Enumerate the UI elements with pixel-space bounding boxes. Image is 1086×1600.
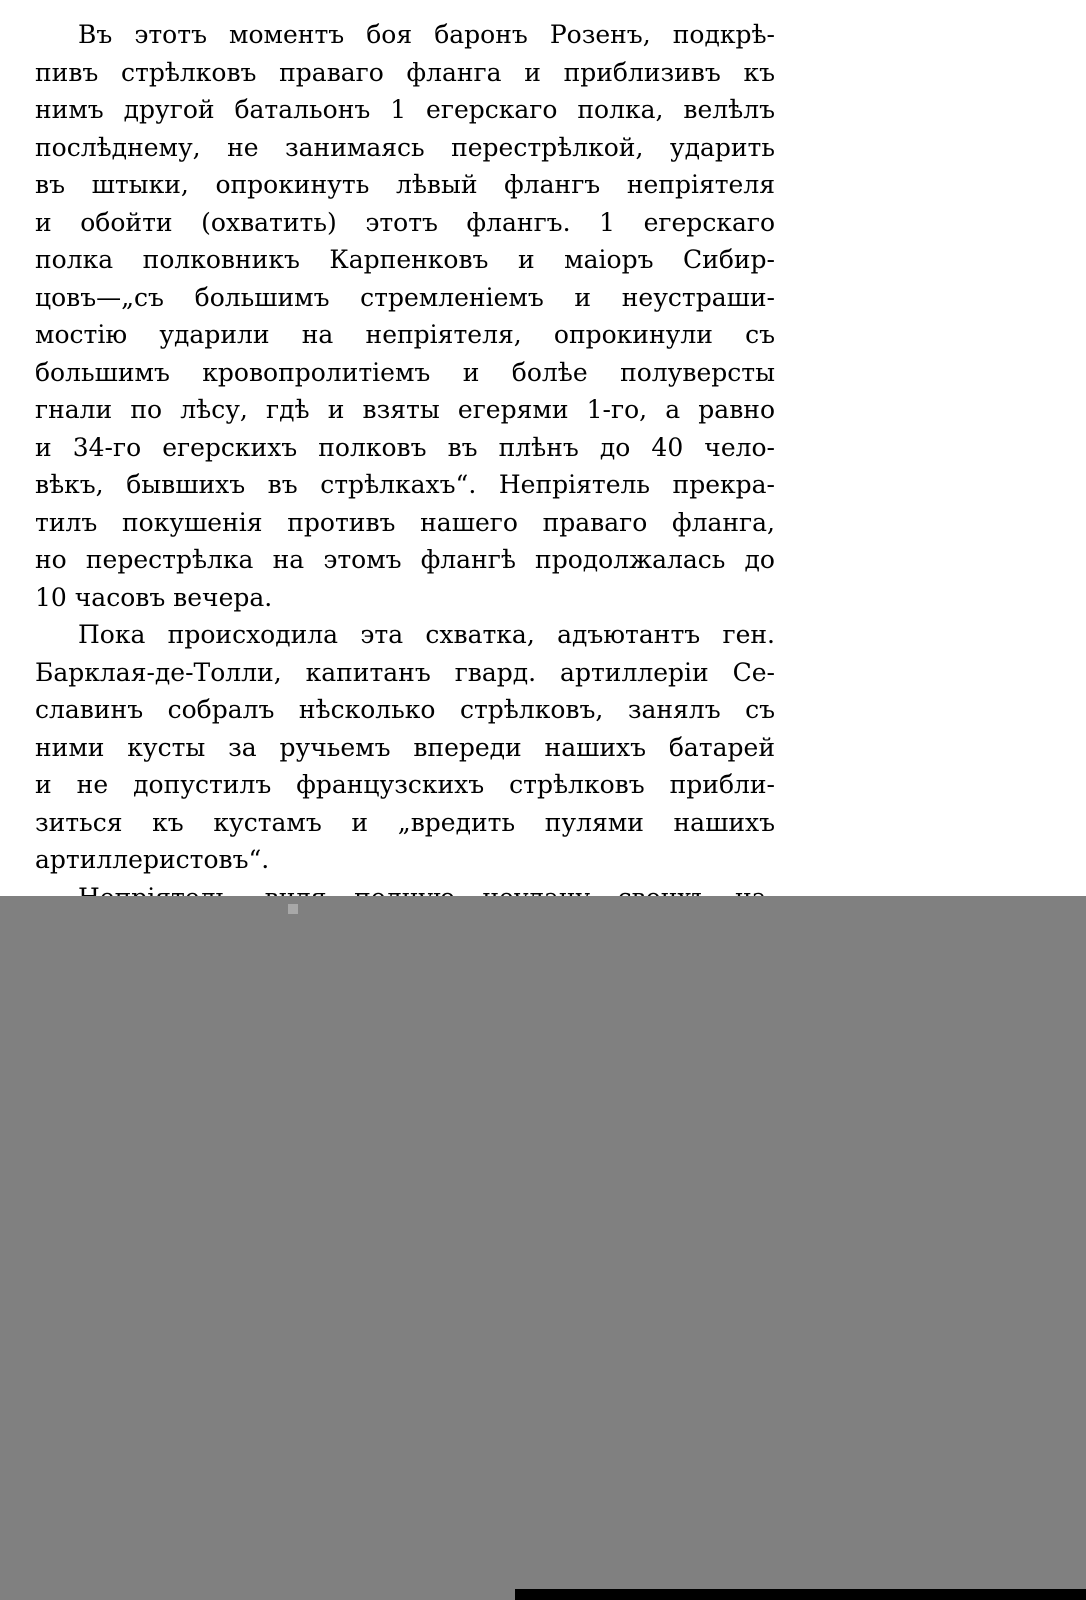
text-line: цовъ—„съ большимъ стремленіемъ и неустраши-: [35, 282, 775, 312]
scan-edge-strip: [515, 1589, 1086, 1600]
text-line: мостію ударили на непріятеля, опрокинули съ: [35, 320, 775, 349]
text-line: послѣднему, не занимаясь перестрѣлкой, ударить: [35, 132, 775, 162]
text-line: Пока происходила эта схватка, адъютантъ ген.: [78, 620, 775, 649]
text-line: ними кусты за ручьемъ впереди нашихъ батарей: [35, 732, 775, 762]
text-line: нимъ другой батальонъ 1 егерскаго полка, велѣлъ: [35, 95, 775, 124]
text-line: большимъ кровопролитіемъ и болѣе полуверсты: [35, 357, 775, 387]
text-line: и обойти (охватить) этотъ флангъ. 1 егерскаго: [35, 207, 775, 237]
text-line: и 34-го егерскихъ полковъ въ плѣнъ до 40 чело-: [35, 432, 775, 462]
text-line: славинъ собралъ нѣсколько стрѣлковъ, занялъ съ: [35, 695, 775, 724]
text-line: артиллеристовъ“.: [35, 845, 270, 874]
scan-artifact: [288, 904, 298, 914]
text-line: тилъ покушенія противъ нашего праваго фланга,: [35, 507, 775, 537]
text-line: Барклая-де-Толли, капитанъ гвард. артиллеріи Се-: [35, 657, 775, 687]
gray-redaction-block: [0, 896, 1086, 1600]
text-line: и не допустилъ французскихъ стрѣлковъ прибли-: [35, 770, 775, 799]
text-line: 10 часовъ вечера.: [35, 582, 273, 612]
text-line: вѣкъ, бывшихъ въ стрѣлкахъ“. Непріятель прекра-: [35, 470, 775, 499]
text-line: гнали по лѣсу, гдѣ и взяты егерями 1-го, а равно: [35, 395, 775, 424]
text-line: пивъ стрѣлковъ праваго фланга и приблизивъ къ: [35, 57, 775, 87]
page-body-text: [35, 16, 775, 916]
text-line: но перестрѣлка на этомъ флангѣ продолжалась до: [35, 545, 775, 574]
text-line: полка полковникъ Карпенковъ и маіоръ Сибир-: [35, 245, 775, 274]
text-line: въ штыки, опрокинуть лѣвый флангъ непріятеля: [35, 170, 775, 199]
text-line: зиться къ кустамъ и „вредить пулями нашихъ: [35, 807, 775, 837]
text-line: Въ этотъ моментъ боя баронъ Розенъ, подкрѣ-: [78, 20, 775, 49]
